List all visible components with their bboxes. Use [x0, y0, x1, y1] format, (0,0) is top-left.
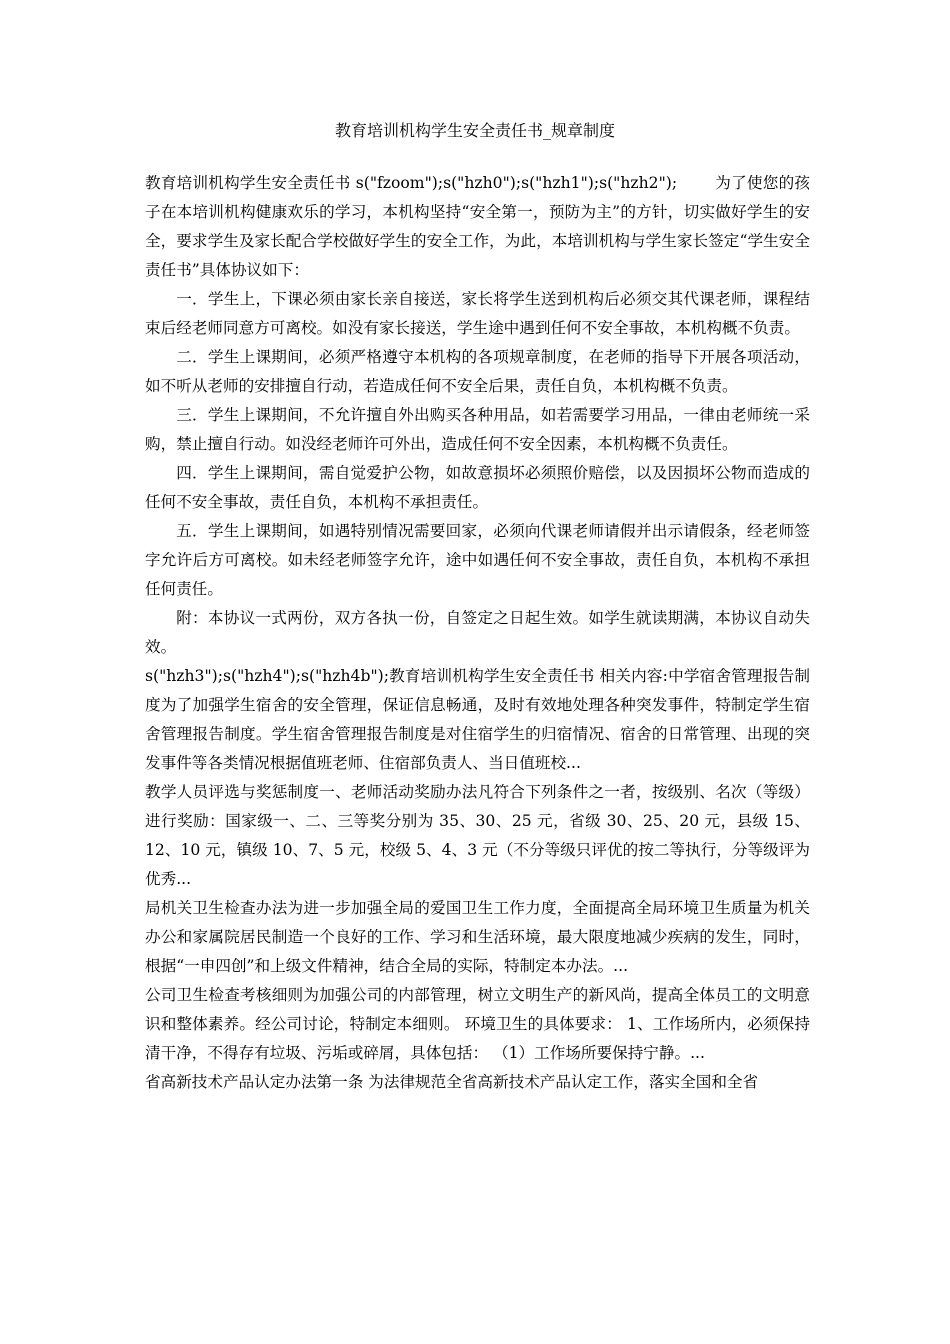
intro-text: 为了使您的孩子在本培训机构健康欢乐的学习，本机构坚持“安全第一，预防为主”的方针，切实做好学生的安全，要求学生及家长配合学校做好学生的安全工作，为此，本培训机构与学生家长签定“学生安全责任书”具体协议如下： — [145, 174, 810, 279]
clause-paragraph: 二．学生上课期间，必须严格遵守本机构的各项规章制度，在老师的指导下开展各项活动，如不听从老师的安排擅自行动，若造成任何不安全后果，责任自负，本机构概不负责。 — [145, 348, 810, 395]
related-paragraph: s("hzh3");s("hzh4");s("hzh4b");教育培训机构学生安全责任书 相关内容:中学宿舍管理报告制度为了加强学生宿舍的安全管理，保证信息畅通，及时有效地处理各种突发事件，特制定学生宿舍管理报告制度。学生宿舍管理报告制度是对住宿学生的归宿情况、宿舍的日常管理、出现的突发事件等各类情况根据值班老师、住宿部负责人、当日值班校... — [145, 667, 810, 772]
intro-paragraph — [145, 169, 810, 285]
appendix-paragraph: 附：本协议一式两份，双方各执一份，自签定之日起生效。如学生就读期满，本协议自动失效。 — [145, 609, 810, 656]
related-paragraph: 局机关卫生检查办法为进一步加强全局的爱国卫生工作力度，全面提高全局环境卫生质量为机关办公和家属院居民制造一个良好的工作、学习和生活环境，最大限度地减少疾病的发生，同时，根据“一申四创”和上级文件精神，结合全局的实际，特制定本办法。... — [145, 899, 810, 975]
clause-paragraph: 一．学生上，下课必须由家长亲自接送，家长将学生送到机构后必须交其代课老师，课程结束后经老师同意方可离校。如没有家长接送，学生途中遇到任何不安全事故，本机构概不负责。 — [145, 290, 810, 337]
intro-label: 教育培训机构学生安全责任书 s("fzoom");s("hzh0");s("hzh1");s("hzh2"); — [145, 174, 678, 192]
related-paragraph: 教学人员评选与奖惩制度一、老师活动奖励办法凡符合下列条件之一者，按级别、名次（等级）进行奖励：国家级一、二、三等奖分别为 35、30、25 元，省级 30、25、20 元，县级 15、12、10 元，镇级 10、7、5 元，校级 5、4、3 元（不分等级只评优的按二等执行，分等级评为优秀... — [145, 783, 810, 888]
related-paragraph: 公司卫生检查考核细则为加强公司的内部管理，树立文明生产的新风尚，提高全体员工的文明意识和整体素养。经公司讨论，特制定本细则。 环境卫生的具体要求： 1、工作场所内，必须保持清干净，不得存有垃圾、污垢或碎屑，具体包括： （1）工作场所要保持宁静。... — [145, 986, 810, 1062]
clause-paragraph: 三．学生上课期间，不允许擅自外出购买各种用品，如若需要学习用品，一律由老师统一采购，禁止擅自行动。如没经老师许可外出，造成任何不安全因素，本机构概不负责任。 — [145, 406, 810, 453]
document-title: 教育培训机构学生安全责任书_规章制度 — [334, 121, 615, 140]
related-paragraph: 省高新技术产品认定办法第一条 为法律规范全省高新技术产品认定工作，落实全国和全省 — [145, 1073, 759, 1091]
clause-paragraph: 五．学生上课期间，如遇特别情况需要回家，必须向代课老师请假并出示请假条，经老师签字允许后方可离校。如未经老师签字允许，途中如遇任何不安全事故，责任自负，本机构不承担任何责任。 — [145, 522, 810, 598]
clause-paragraph: 四．学生上课期间，需自觉爱护公物，如故意损坏必须照价赔偿，以及因损坏公物而造成的任何不安全事故，责任自负，本机构不承担责任。 — [145, 464, 810, 511]
document-body — [145, 169, 810, 1097]
